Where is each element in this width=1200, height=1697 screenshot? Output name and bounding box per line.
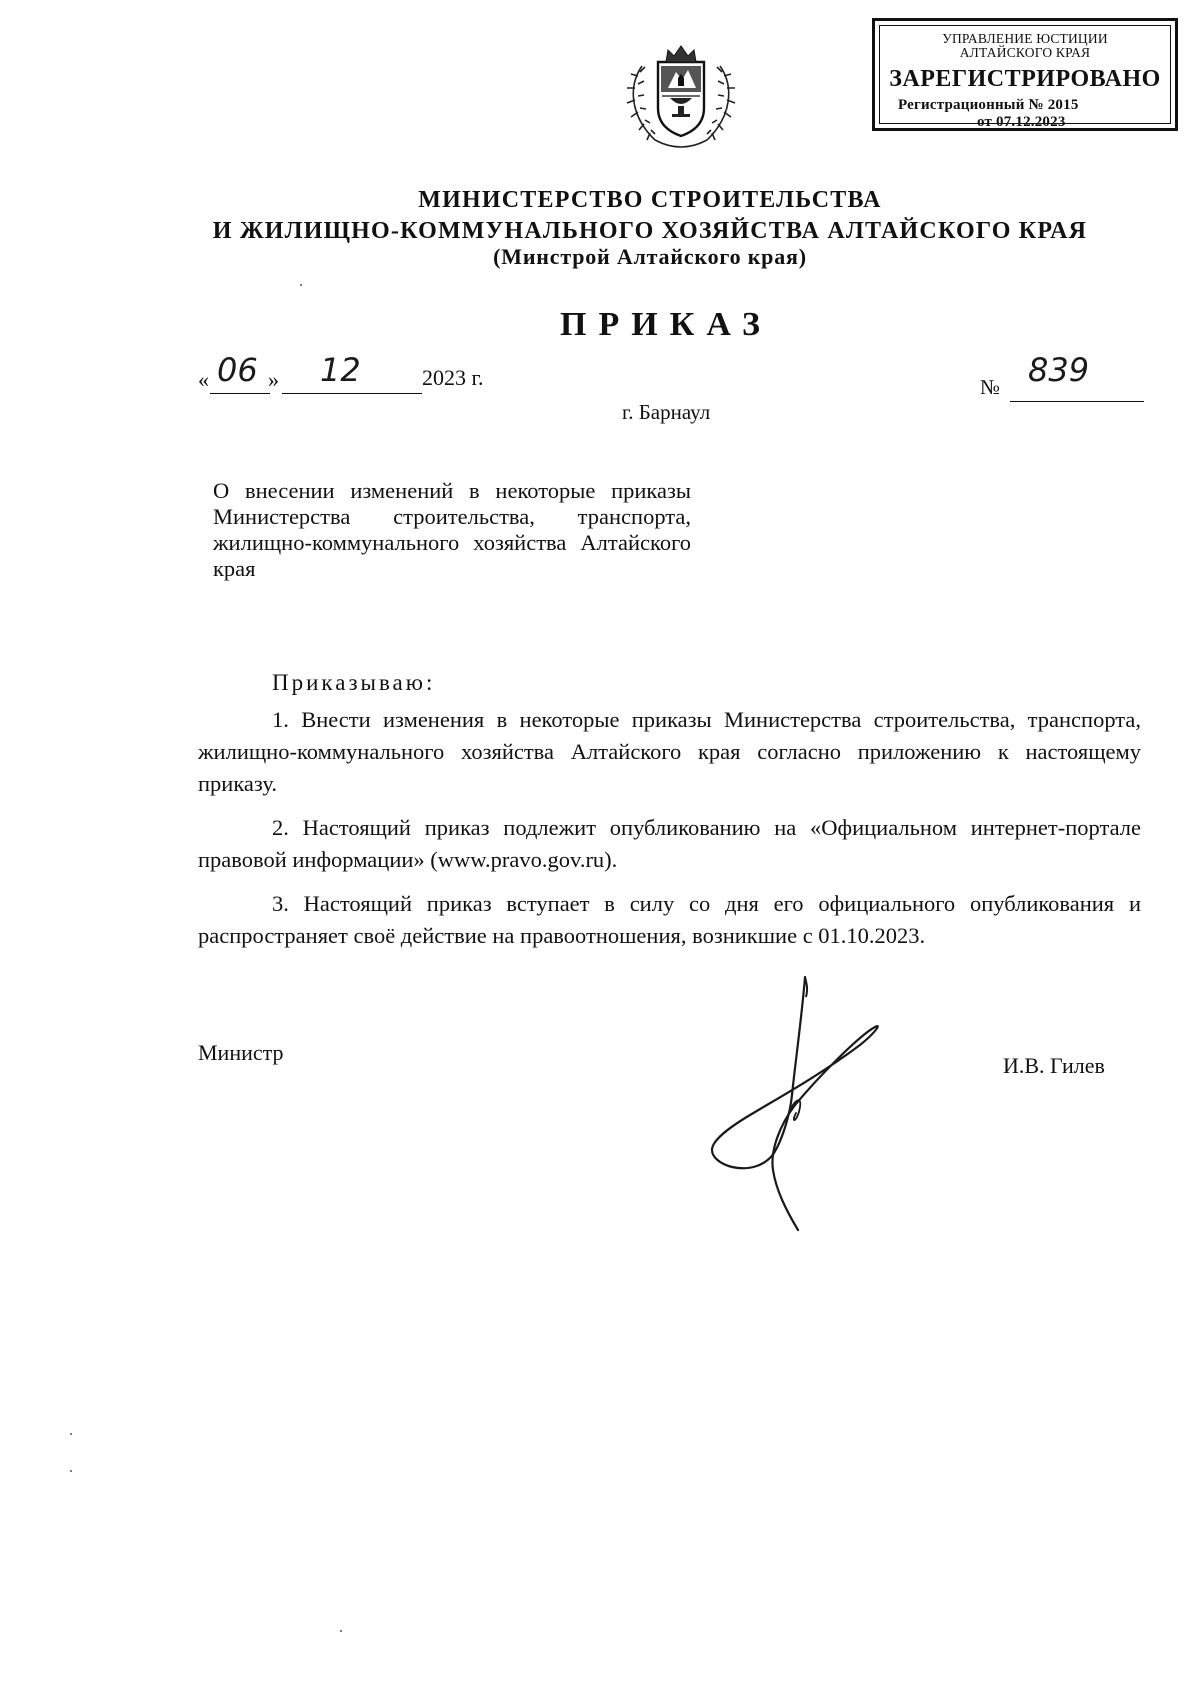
stamp-inner-frame bbox=[879, 25, 1171, 130]
document-date bbox=[198, 351, 518, 403]
number-sign: № bbox=[980, 375, 1001, 399]
number-handwritten: 839 bbox=[1028, 351, 1090, 389]
city: г. Барнаул bbox=[622, 400, 711, 424]
date-quote-close: » bbox=[268, 367, 279, 392]
scan-speck bbox=[70, 1470, 72, 1472]
order-word: Приказываю: bbox=[272, 670, 436, 695]
scan-speck bbox=[340, 1630, 342, 1632]
stamp-registration-number: Регистрационный № 2015 bbox=[898, 97, 1079, 113]
date-day-underline bbox=[210, 393, 270, 394]
ministry-name-line2: И ЖИЛИЩНО-КОММУНАЛЬНОГО ХОЗЯЙСТВА АЛТАЙСКОГО КРАЯ bbox=[212, 218, 1088, 244]
handwritten-signature-icon bbox=[670, 975, 900, 1235]
order-item-1: 1. Внести изменения в некоторые приказы Министерства строительства, транспорта, жилищно-коммунального хозяйства Алтайского края согласно приложению к настоящему приказу. bbox=[198, 707, 1141, 796]
date-month-underline bbox=[282, 393, 422, 394]
document-type-title: ПРИКАЗ bbox=[560, 306, 772, 343]
ministry-name-line1: МИНИСТЕРСТВО СТРОИТЕЛЬСТВА bbox=[418, 187, 882, 213]
stamp-department-line2: АЛТАЙСКОГО КРАЯ bbox=[959, 45, 1091, 60]
scan-speck bbox=[300, 284, 302, 286]
date-month-handwritten: 12 bbox=[320, 351, 361, 389]
number-underline bbox=[1010, 401, 1144, 402]
order-body bbox=[198, 704, 1141, 964]
stamp-status: ЗАРЕГИСТРИРОВАНО bbox=[889, 66, 1161, 92]
ministry-short-name: (Минстрой Алтайского края) bbox=[493, 244, 807, 269]
scan-speck bbox=[70, 1433, 72, 1435]
stamp-department bbox=[880, 32, 1170, 60]
signer-position: Министр bbox=[198, 1040, 284, 1065]
registration-stamp bbox=[872, 18, 1178, 131]
date-quote-open: « bbox=[198, 367, 209, 392]
date-year: 2023 г. bbox=[422, 365, 484, 390]
order-item-2: 2. Настоящий приказ подлежит опубликованию на «Официальном интернет-портале правовой информации» (www.pravo.gov.ru). bbox=[198, 815, 1141, 872]
altai-krai-coat-of-arms-icon bbox=[620, 36, 742, 158]
stamp-registration-date: от 07.12.2023 bbox=[977, 114, 1066, 130]
document-number bbox=[980, 351, 1145, 405]
signer-name: И.В. Гилев bbox=[1003, 1053, 1105, 1078]
date-day-handwritten: 06 bbox=[217, 351, 258, 389]
stamp-department-line1: УПРАВЛЕНИЕ ЮСТИЦИИ bbox=[942, 31, 1108, 46]
order-item-3: 3. Настоящий приказ вступает в силу со дня его официального опубликования и распространяет своё действие на правоотношения, возникшие с 01.10.2023. bbox=[198, 891, 1141, 948]
document-subject: О внесении изменений в некоторые приказы Министерства строительства, транспорта, жилищно-коммунального хозяйства Алтайского края bbox=[213, 478, 691, 581]
